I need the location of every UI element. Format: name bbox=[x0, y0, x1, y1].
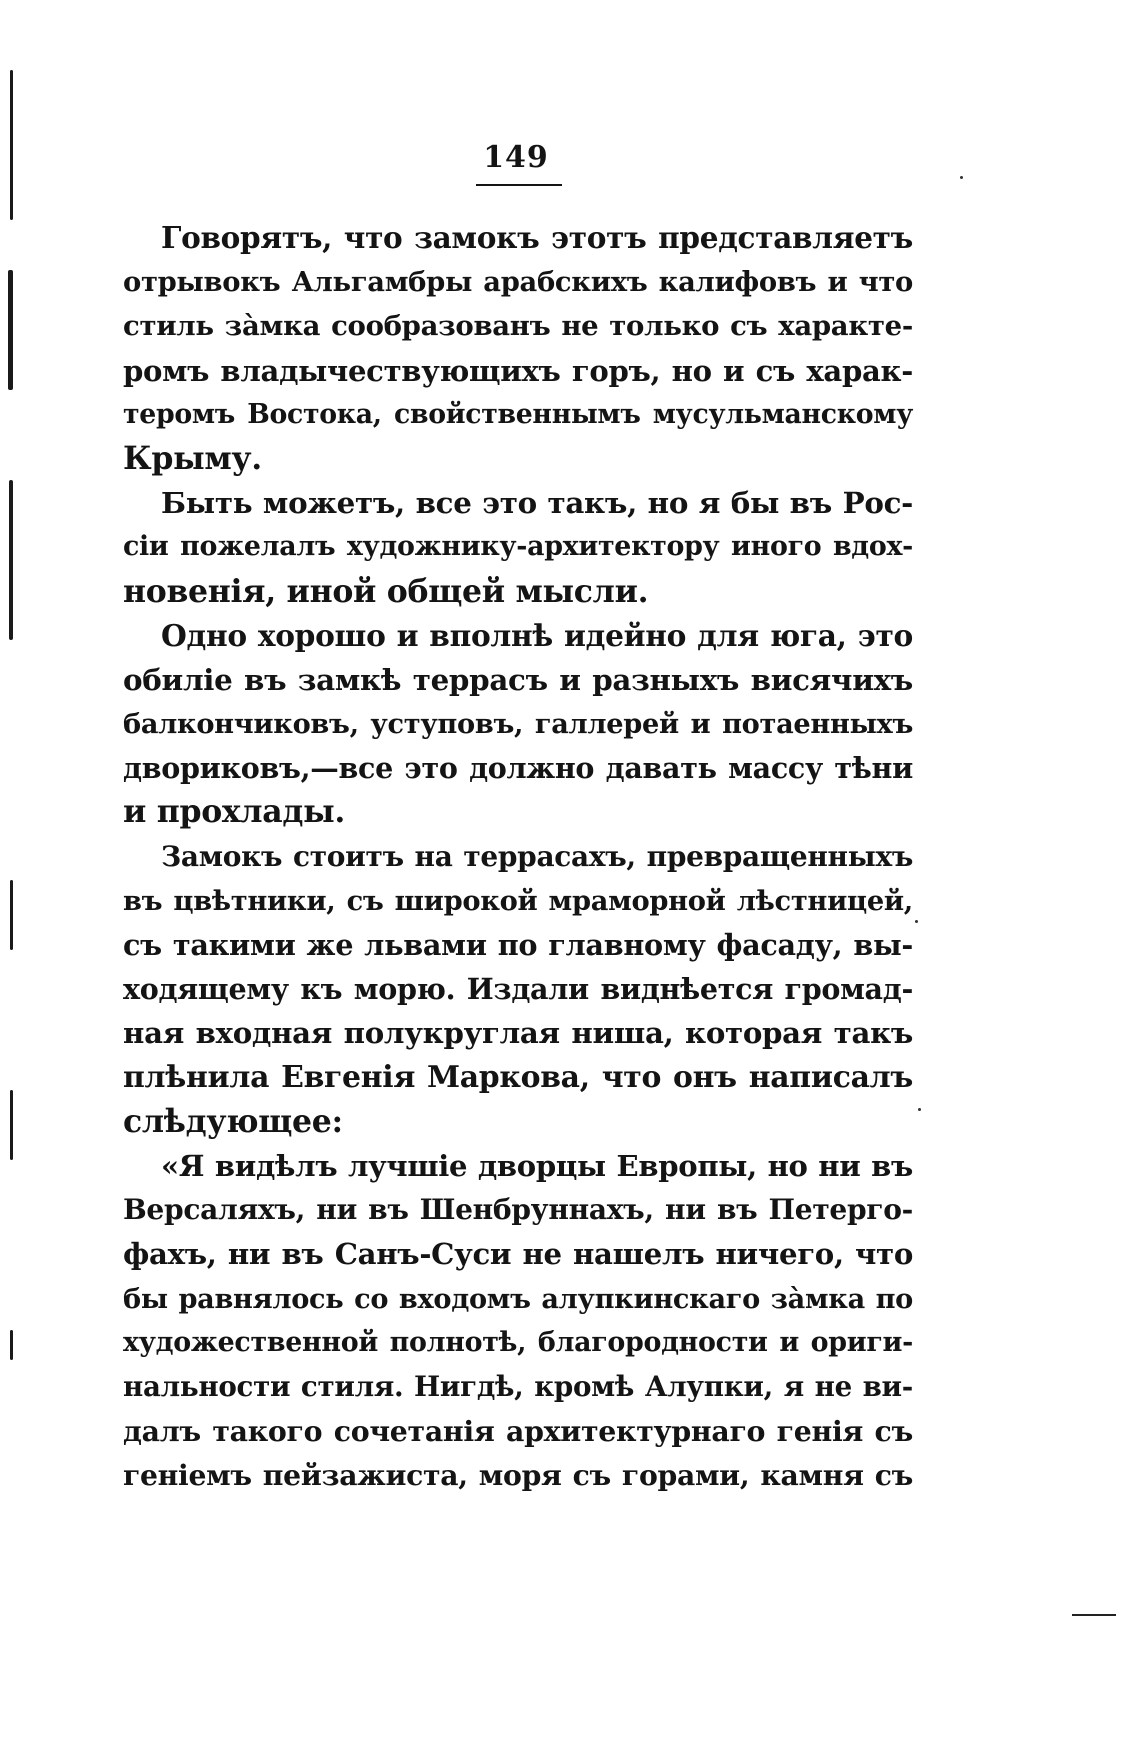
text-line: въ цвѣтники, съ широкой мраморной лѣстницей, bbox=[123, 884, 913, 917]
text-line: Говорятъ, что замокъ этотъ представляетъ bbox=[161, 220, 913, 255]
body-text bbox=[123, 216, 913, 1497]
page-number: 149 bbox=[483, 140, 549, 175]
text-line: сіи пожелалъ художнику-архитектору иного вдох- bbox=[123, 531, 913, 563]
text-line: нальности стиля. Нигдѣ, кромѣ Алупки, я не ви- bbox=[123, 1369, 913, 1403]
scan-edge-mark bbox=[10, 1330, 13, 1360]
scan-edge-mark bbox=[8, 270, 13, 390]
text-line: двориковъ,—все это должно давать массу тѣни bbox=[123, 751, 913, 786]
text-line: теромъ Востока, свойственнымъ мусульманскому bbox=[123, 398, 913, 430]
text-line: стиль за̀мка сообразованъ не только съ характе- bbox=[123, 310, 913, 343]
scan-speck bbox=[960, 176, 963, 179]
text-line: Версаляхъ, ни въ Шенбруннахъ, ни въ Петерго- bbox=[123, 1193, 913, 1227]
text-line: съ такими же львами по главному фасаду, вы- bbox=[123, 928, 913, 962]
text-line: художественной полнотѣ, благородности и ориги- bbox=[123, 1326, 913, 1358]
text-line: ходящему къ морю. Издали виднѣется громад- bbox=[123, 972, 913, 1007]
text-line: Одно хорошо и вполнѣ идейно для юга, это bbox=[161, 617, 913, 653]
text-line: «Я видѣлъ лучшіе дворцы Европы, но ни въ bbox=[161, 1148, 913, 1183]
text-line: плѣнила Евгенія Маркова, что онъ написалъ bbox=[123, 1059, 913, 1095]
text-line: слѣдующее: bbox=[123, 1102, 343, 1140]
text-line: Замокъ стоитъ на террасахъ, превращенныхъ bbox=[161, 839, 913, 873]
scan-edge-mark bbox=[10, 1090, 13, 1160]
text-line: Быть можетъ, все это такъ, но я бы въ Рос- bbox=[161, 485, 913, 521]
text-line: бы равнялось со входомъ алупкинскаго за̀мка по bbox=[123, 1282, 913, 1315]
text-line: ная входная полукруглая ниша, которая такъ bbox=[123, 1016, 913, 1051]
scan-speck bbox=[915, 920, 918, 923]
text-line: ромъ владычествующихъ горъ, но и съ харак- bbox=[123, 353, 913, 388]
text-line: далъ такого сочетанія архитектурнаго генія съ bbox=[123, 1414, 913, 1449]
text-line: обиліе въ замкѣ террасъ и разныхъ висячихъ bbox=[123, 661, 913, 697]
scan-speck bbox=[918, 1108, 921, 1111]
scan-edge-mark bbox=[10, 880, 13, 950]
scan-edge-mark bbox=[10, 70, 13, 220]
scan-edge-mark bbox=[9, 480, 13, 640]
margin-rule-mark bbox=[1072, 1614, 1116, 1616]
text-line: новенія, иной общей мысли. bbox=[123, 572, 649, 610]
text-line: балкончиковъ, уступовъ, галлерей и потаенныхъ bbox=[123, 708, 913, 741]
text-line: и прохлады. bbox=[123, 793, 346, 831]
text-line: геніемъ пейзажиста, моря съ горами, камня съ bbox=[123, 1458, 913, 1493]
text-line: отрывокъ Альгамбры арабскихъ калифовъ и что bbox=[123, 266, 913, 299]
text-line: фахъ, ни въ Санъ-Суси не нашелъ ничего, что bbox=[123, 1237, 913, 1272]
text-line: Крыму. bbox=[123, 439, 262, 477]
page-number-underline bbox=[476, 184, 562, 186]
